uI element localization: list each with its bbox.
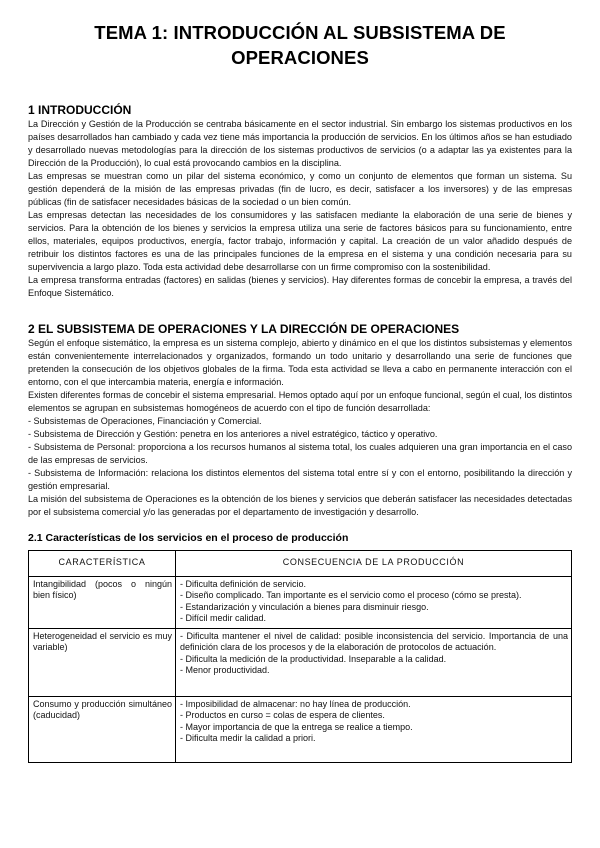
consequence-cell — [176, 696, 572, 762]
section-1-paragraph: Las empresas detectan las necesidades de los consumidores y las satisfacen mediante la elaboración de una serie de bienes y servicios. Para la obtención de los bienes y servicios la empresa utiliza una serie de factores básicos para su funcionamiento, entre ellos, materiales, equipos productivos, energía, factor trabajo, información y capital. La creación de un valor añadido después de retribuir los distintos factores es una de las principales funciones de la empresa en el sistema y una condición necesaria para su supervivencia a largo plazo. Toda esta actividad debe desarrollarse con un firme compromiso con la sostenibilidad. — [28, 210, 572, 272]
section-2-list-item: - Subsistema de Personal: proporciona a los recursos humanos al sistema total, los cuales adquieren una gran importancia en el caso de las empresas de servicios. — [28, 442, 572, 465]
document-title: TEMA 1: INTRODUCCIÓN AL SUBSISTEMA DE OPERACIONES — [94, 22, 506, 68]
table-row — [29, 576, 572, 628]
consequence-item: - Mayor importancia de que la entrega se realice a tiempo. — [180, 721, 413, 732]
table-row — [29, 696, 572, 762]
table-header-row — [29, 551, 572, 577]
consequence-item: - Dificulta mantener el nivel de calidad: posible inconsistencia del servicio. Importancia de una definición clara de los procesos y de la elaboración de protocolos de actuación. — [180, 630, 568, 652]
consequence-item: - Dificulta definición de servicio. — [180, 578, 307, 589]
consequence-item: - Dificulta medir la calidad a priori. — [180, 733, 316, 743]
consequence-cell — [176, 628, 572, 696]
document-page — [28, 20, 572, 763]
consequence-item: - Dificulta la medición de la productividad. Inseparable a la calidad. — [180, 653, 447, 664]
table-header-characteristic: CARACTERÍSTICA — [29, 551, 176, 577]
section-2-list-item: - Subsistema de Dirección y Gestión: penetra en los anteriores a nivel estratégico, táctico y operativo. — [28, 429, 438, 439]
section-1-paragraph: La Dirección y Gestión de la Producción se centraba básicamente en el sector industrial. Sin embargo los sistemas productivos en los países desarrollados han cambiado y cada vez tiene más importancia la producción de servicios. En los últimos años se han estudiado y desarrollado nuevas metodologías para la dirección de los sistemas productivos de servicios (o a adaptar las ya existentes para la Dirección de la Producción), lo cual está provocando cambios en la disciplina. — [28, 119, 572, 168]
section-2-paragraph: Según el enfoque sistemático, la empresa es un sistema complejo, abierto y dinámico en el que los distintos subsistemas y elementos están convenientemente interrelacionados y organizados, formando un todo unitario y desarrollando una serie de funciones que pretenden la consecución de los objetivos globales de la firma. Toda esta actividad se lleva a cabo en permanente interacción con el entorno, con el que intercambia materia, energía e información. — [28, 338, 572, 387]
section-1-heading: 1 INTRODUCCIÓN — [28, 103, 132, 117]
section-2-heading: 2 EL SUBSISTEMA DE OPERACIONES Y LA DIRECCIÓN DE OPERACIONES — [28, 322, 460, 336]
characteristic-cell: Consumo y producción simultáneo (caducidad) — [29, 696, 176, 762]
consequence-item: - Difícil medir calidad. — [180, 613, 267, 623]
table-header-consequence: CONSECUENCIA DE LA PRODUCCIÓN — [176, 551, 572, 577]
consequence-item: - Diseño complicado. Tan importante es el servicio como el proceso (cómo se presta). — [180, 590, 522, 600]
section-2-1-heading: 2.1 Características de los servicios en el proceso de producción — [28, 532, 349, 544]
consequence-item: - Productos en curso = colas de espera de clientes. — [180, 710, 385, 720]
section-2-list-item: - Subsistemas de Operaciones, Financiación y Comercial. — [28, 416, 262, 426]
consequence-item: - Estandarización y vinculación a bienes para disminuir riesgo. — [180, 601, 429, 612]
section-2-list-item: - Subsistema de Información: relaciona los distintos elementos del sistema total entre sí y con el entorno, posibilitando la dirección y gestión empresarial. — [28, 468, 572, 491]
section-2-paragraph: Existen diferentes formas de concebir el sistema empresarial. Hemos optado aquí por un enfoque funcional, según el cual, los distintos elementos se agrupan en subsistemas homogéneos de acuerdo con el tipo de función desarrollada: — [28, 390, 572, 413]
consequence-cell — [176, 576, 572, 628]
consequence-item: - Imposibilidad de almacenar: no hay línea de producción. — [180, 698, 411, 709]
characteristic-cell: Intangibilidad (pocos o ningún bien físico) — [29, 576, 176, 628]
services-characteristics-table — [28, 550, 572, 763]
section-1-paragraph: Las empresas se muestran como un pilar del sistema económico, y como un conjunto de elementos que forman un sistema. Su gestión dependerá de la misión de las empresas privadas (fin de lucro, es decir, satisfacer a los inversores) y de las empresas públicas (fin de satisfacer necesidades básicas de la sociedad o un bien común. — [28, 171, 572, 207]
table-row — [29, 628, 572, 696]
section-2-paragraph: La misión del subsistema de Operaciones es la obtención de los bienes y servicios que deberán satisfacer las necesidades detectadas por el subsistema comercial y/o las generadas por el departamento de investigación y desarrollo. — [28, 494, 572, 517]
consequence-item: - Menor productividad. — [180, 665, 270, 675]
characteristic-cell: Heterogeneidad el servicio es muy variable) — [29, 628, 176, 696]
section-1-paragraph: La empresa transforma entradas (factores) en salidas (bienes y servicios). Hay diferentes formas de concebir la empresa, a través del Enfoque Sistemático. — [28, 275, 572, 298]
